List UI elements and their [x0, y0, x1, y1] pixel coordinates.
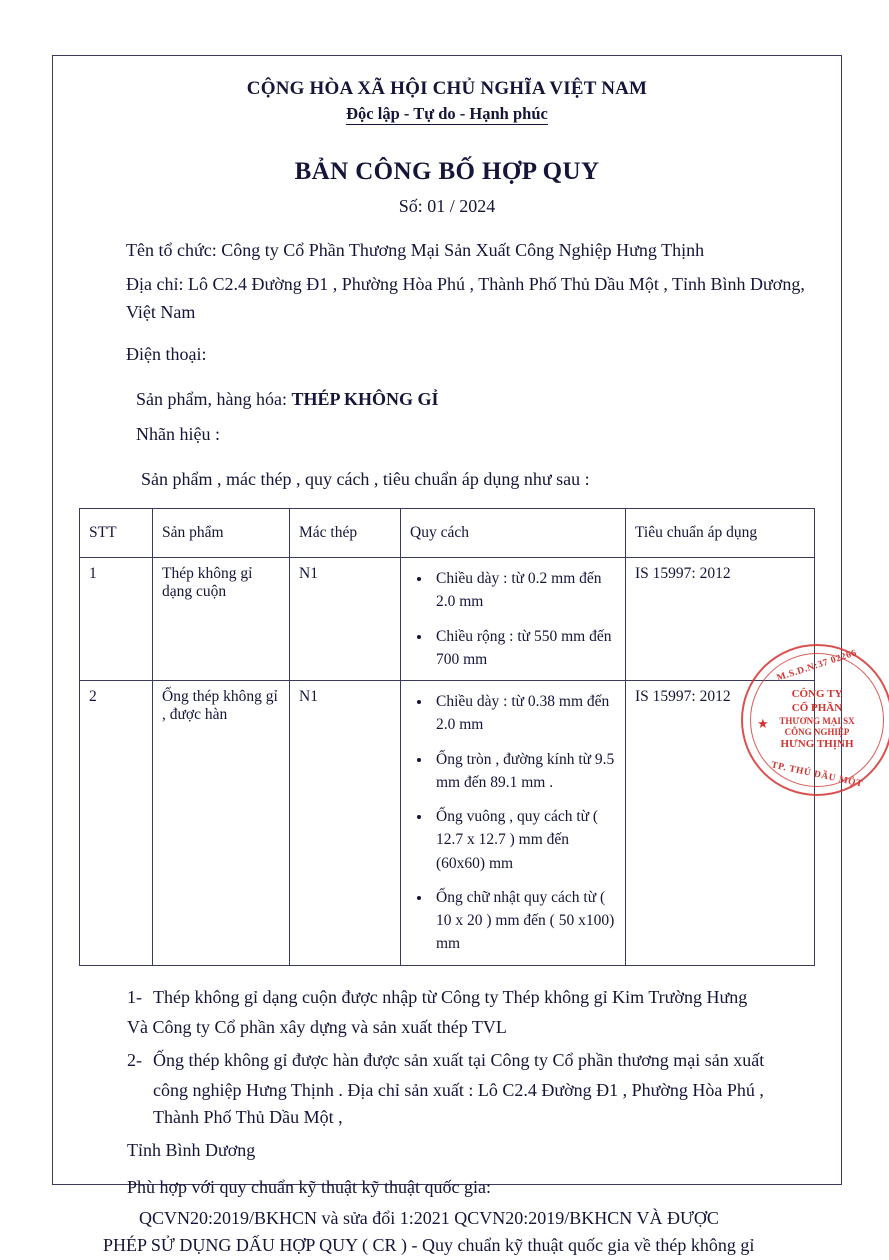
document-body [53, 56, 864, 1255]
seal-arc-top: M.S.D.N:37 02266 [775, 648, 859, 684]
org-address-line [126, 271, 815, 327]
list-item: • Chiều dày : từ 0.2 mm đến 2.0 mm [432, 567, 616, 614]
list-item: • Chiều dày : từ 0.38 mm đến 2.0 mm [432, 690, 616, 737]
qcvn-line-2: PHÉP SỬ DỤNG DẤU HỢP QUY ( CR ) - Quy chuẩn kỹ thuật quốc gia về thép không gỉ [103, 1234, 755, 1255]
cell-stt: 2 [80, 681, 153, 966]
product-label: Sản phẩm, hàng hóa: [136, 388, 292, 409]
note-text: Thép không gỉ dạng cuộn được nhập từ Công ty Thép không gỉ Kim Trường Hưng [153, 986, 748, 1007]
note-continuation: Và Công ty Cổ phần xây dựng và sản xuất thép TVL [127, 1016, 507, 1037]
document-title: BẢN CÔNG BỐ HỢP QUY [294, 158, 600, 185]
specification-table [79, 508, 815, 966]
document-page [52, 55, 864, 1255]
th-stt: STT [80, 509, 153, 558]
product-line [136, 386, 815, 414]
note-continuation: công nghiệp Hưng Thịnh . Địa chỉ sản xuất : Lô C2.4 Đường Đ1 , Phường Hòa Phú , [153, 1079, 764, 1100]
cell-product: Ống thép không gỉ , được hàn [153, 681, 290, 966]
th-product: Sản phẩm [153, 509, 290, 558]
cell-product: Thép không gỉ dạng cuộn [153, 558, 290, 681]
product-value: THÉP KHÔNG GỈ [291, 388, 439, 409]
note-continuation-2: Thành Phố Thủ Dầu Một , [153, 1106, 343, 1127]
table-header-row [80, 509, 815, 558]
org-name-line [126, 237, 815, 265]
cell-standard: IS 15997: 2012 [626, 681, 815, 966]
document-number: Số: 01 / 2024 [398, 196, 496, 216]
th-spec: Quy cách [401, 509, 626, 558]
seal-line-4: CÔNG NGHIỆP [784, 726, 850, 737]
org-name-value: Công ty Cổ Phần Thương Mại Sản Xuất Công Nghiệp Hưng Thịnh [221, 240, 705, 260]
conformity-line: Phù hợp với quy chuẩn kỹ thuật kỹ thuật quốc gia: [127, 1176, 491, 1197]
notes-section [79, 984, 815, 1259]
seal-line-1: CÔNG TY [791, 688, 843, 700]
org-name-label: Tên tổ chức: [126, 240, 222, 260]
note-item [127, 1047, 815, 1074]
seal-arc-bottom: TP. THỦ DẦU MỘT [770, 760, 864, 790]
list-item: • Chiều rộng : từ 550 mm đến 700 mm [432, 625, 616, 672]
cell-spec [401, 558, 626, 681]
national-motto [79, 104, 815, 124]
org-address-label: Địa chỉ: [126, 273, 188, 294]
th-standard: Tiêu chuẩn áp dụng [626, 509, 815, 558]
national-heading: CỘNG HÒA XÃ HỘI CHỦ NGHĨA VIỆT NAM [246, 78, 648, 99]
cell-grade: N1 [290, 558, 401, 681]
th-grade: Mác thép [290, 509, 401, 558]
note-number: 1- [127, 986, 142, 1007]
table-row [80, 681, 815, 966]
qcvn-line-1: QCVN20:2019/BKHCN và sửa đổi 1:2021 QCVN20:2019/BKHCN VÀ ĐƯỢC [139, 1207, 719, 1228]
cell-standard: IS 15997: 2012 [626, 558, 815, 681]
note-text: Ống thép không gỉ được hàn được sản xuất tại Công ty Cổ phần thương mại sản xuất [153, 1049, 765, 1070]
list-item: • Ống chữ nhật quy cách từ ( 10 x 20 ) mm đến ( 50 x100) mm [432, 886, 616, 956]
org-address-value: Lô C2.4 Đường Đ1 , Phường Hòa Phú , Thành Phố Thủ Dầu Một , Tỉnh Bình Dương, Việt Nam [126, 273, 805, 322]
seal-line-2: CỔ PHẦN [791, 701, 843, 714]
motto-text: Độc lập - Tự do - Hạnh phúc [346, 104, 548, 123]
note-number: 2- [127, 1049, 142, 1070]
cell-stt: 1 [80, 558, 153, 681]
table-row [80, 558, 815, 681]
table-head [80, 509, 815, 558]
province-line: Tỉnh Bình Dương [127, 1139, 256, 1160]
cell-grade: N1 [290, 681, 401, 966]
spec-list [410, 690, 616, 956]
star-icon: ★ [757, 716, 769, 731]
spec-list [410, 567, 616, 671]
list-item: • Ống tròn , đường kính từ 9.5 mm đến 89.1 mm . [432, 748, 616, 795]
note-item [127, 984, 815, 1011]
org-phone-line: Điện thoại: [126, 343, 207, 364]
seal-line-3: THƯƠNG MẠI SX [779, 715, 855, 726]
spec-intro-line: Sản phẩm , mác thép , quy cách , tiêu chuẩn áp dụng như sau : [141, 469, 590, 490]
list-item: • Ống vuông , quy cách từ ( 12.7 x 12.7 ) mm đến (60x60) mm [432, 805, 616, 875]
table-body [80, 558, 815, 966]
cell-spec [401, 681, 626, 966]
seal-line-5: HƯNG THỊNH [780, 738, 854, 750]
brand-line: Nhãn hiệu : [136, 424, 220, 445]
